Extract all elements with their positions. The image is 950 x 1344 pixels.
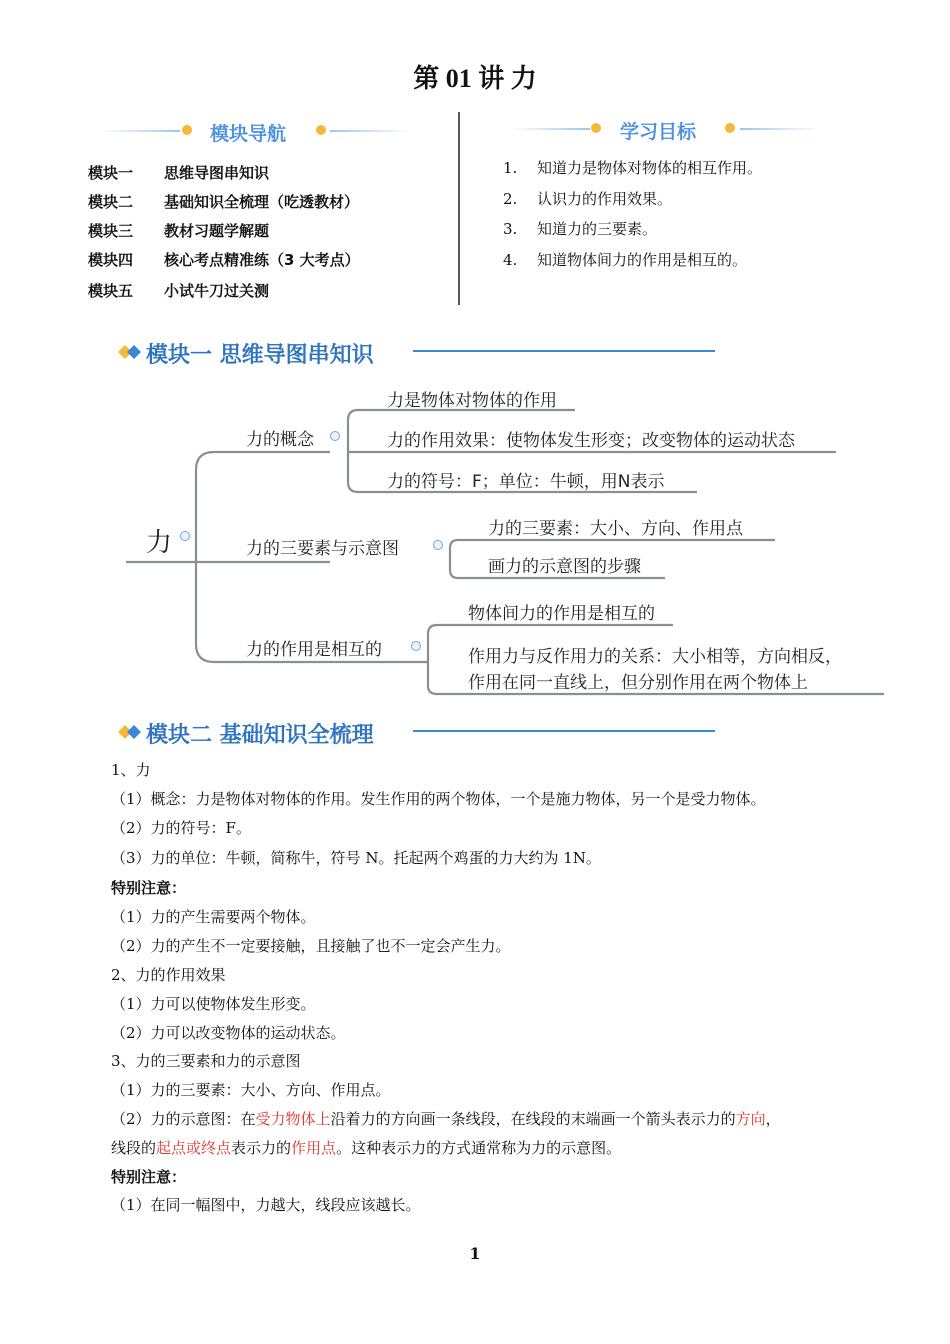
body-text-highlighted [111,1108,781,1129]
text-run: 沿着力的方向画一条线段，在线段的末端画一个箭头表示力的 [330,1110,736,1128]
body-text: （2）力可以改变物体的运动状态。 [111,1024,346,1042]
text-run: ， [765,1110,781,1128]
mindmap-leaf: 力的作用效果：使物体发生形变；改变物体的运动状态 [387,431,795,451]
note-label: 特别注意： [111,1168,187,1186]
goal-text: 知道力的三要素。 [537,220,658,238]
collapse-icon[interactable] [411,641,421,651]
mindmap-leaf: 画力的示意图的步骤 [488,557,641,577]
page-number: 1 [469,1244,481,1263]
text-run: 。这种表示力的方式通常称为力的示意图。 [336,1139,622,1157]
collapse-icon[interactable] [433,540,443,550]
mindmap-leaf: 力的三要素：大小、方向、作用点 [488,519,743,539]
nav-item-label: 基础知识全梳理（吃透教材） [164,193,360,211]
body-text: （1）力的三要素：大小、方向、作用点。 [111,1081,391,1099]
module1-diamond-icon [118,345,141,359]
goal-num: 1. [503,159,518,177]
goal-text: 知道力是物体对物体的相互作用。 [537,159,763,177]
mindmap-branch-2: 力的三要素与示意图 [246,539,399,559]
text-run: 线段的 [111,1139,157,1157]
nav-item-key: 模块四 [88,251,134,269]
mindmap-leaf: 力是物体对物体的作用 [387,391,557,411]
module2-diamond-icon [118,725,141,739]
nav-item-label: 核心考点精准练（3 大考点） [164,251,360,269]
body-text: （3）力的单位：牛顿，简称牛，符号 N。托起两个鸡蛋的力大约为 1N。 [111,849,601,867]
module2-title-rule [413,730,715,732]
mindmap-leaf: 力的符号：F；单位：牛顿，用N表示 [387,472,665,492]
body-text: （1）力可以使物体发生形变。 [111,995,316,1013]
highlight-text: 起点或终点 [156,1139,232,1157]
body-text: （1）概念：力是物体对物体的作用。发生作用的两个物体，一个是施力物体，另一个是受力物体。 [111,790,766,808]
nav-item-key: 模块五 [88,282,134,300]
goal-text: 认识力的作用效果。 [537,190,673,208]
nav-item-key: 模块二 [88,193,134,211]
goal-num: 4. [503,251,518,269]
goal-num: 3. [503,220,518,238]
highlight-text: 方向 [735,1110,766,1128]
section-heading: 2、力的作用效果 [111,966,226,984]
body-text-highlighted [111,1137,621,1158]
body-text: （2）力的产生不一定要接触，且接触了也不一定会产生力。 [111,937,511,955]
body-text: （1）在同一幅图中，力越大，线段应该越长。 [111,1196,421,1214]
nav-heading: 模块导航 [210,123,287,145]
mindmap-branch-1: 力的概念 [246,430,314,450]
highlight-text: 作用点 [291,1139,337,1157]
mindmap-branch-3: 力的作用是相互的 [246,640,382,660]
mindmap-leaf: 作用在同一直线上，但分别作用在两个物体上 [468,673,808,693]
nav-item-key: 模块三 [88,222,134,240]
page-title: 第 01 讲 力 [413,64,537,93]
goals-heading: 学习目标 [620,121,697,143]
section-heading: 3、力的三要素和力的示意图 [111,1052,301,1070]
mindmap-root: 力 [146,528,173,558]
text-run: （2）力的示意图：在 [111,1110,256,1128]
goal-text: 知道物体间力的作用是相互的。 [537,251,748,269]
note-label: 特别注意： [111,879,187,897]
highlight-text: 受力物体上 [255,1110,331,1128]
mindmap-leaf: 物体间力的作用是相互的 [468,604,655,624]
module2-title: 模块二 基础知识全梳理 [146,723,374,748]
mindmap-leaf: 作用力与反作用力的关系：大小相等，方向相反， [468,647,842,667]
collapse-icon[interactable] [330,431,340,441]
nav-item-label: 小试牛刀过关测 [164,282,270,300]
section-heading: 1、力 [111,761,151,779]
collapse-icon[interactable] [180,531,190,541]
body-text: （1）力的产生需要两个物体。 [111,908,316,926]
nav-item-key: 模块一 [88,164,134,182]
module1-title-rule [413,350,715,352]
module1-title: 模块一 思维导图串知识 [146,343,374,368]
nav-item-label: 思维导图串知识 [164,164,270,182]
goal-num: 2. [503,190,518,208]
body-text: （2）力的符号：F。 [111,819,251,837]
nav-item-label: 教材习题学解题 [164,222,270,240]
text-run: 表示力的 [231,1139,292,1157]
